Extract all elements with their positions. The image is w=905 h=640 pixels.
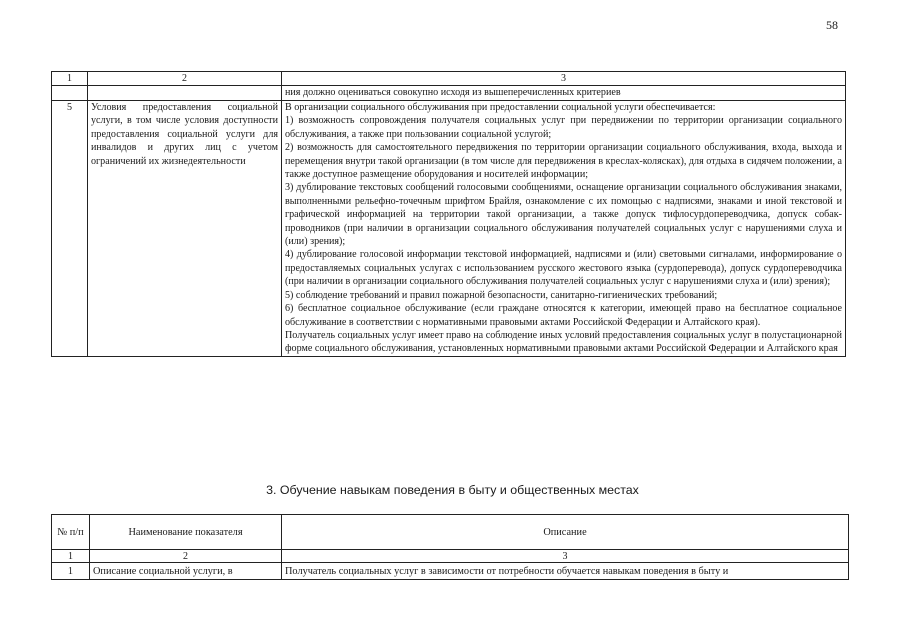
description-intro: В организации социального обслуживания при предоставлении социальной услуги обеспечивается: — [285, 102, 716, 113]
header-number: № п/п — [52, 515, 90, 550]
description-item: 6) бесплатное социальное обслуживание (если граждане относятся к категории, имеющей право на бесплатное социальное обслуживание в соответствии с нормативными правовыми актами Российской Федерации и Алтайского края). — [285, 303, 842, 328]
column-number-cell: 1 — [52, 72, 88, 86]
row-number: 1 — [52, 563, 90, 580]
column-number-cell: 1 — [52, 550, 90, 563]
indicator-description: Получатель социальных услуг в зависимости от потребности обучается навыкам поведения в быту и — [282, 563, 849, 580]
indicator-description — [282, 101, 846, 357]
continuation-row — [52, 86, 846, 101]
column-number-cell: 3 — [282, 72, 846, 86]
continuation-text: ния должно оцениваться совокупно исходя из вышеперечисленных критериев — [282, 86, 846, 101]
conditions-table — [51, 71, 846, 357]
header-row — [52, 515, 849, 550]
table-row — [52, 563, 849, 580]
description-item: 3) дублирование текстовых сообщений голосовыми сообщениями, оснащение организации социального обслуживания знаками, выполненными рельефно-точечным шрифтом Брайля, ознакомление с их помощью с надписями, знаками и иной текстовой и графической информацией на территории такой организации, а также допуск тифлосурдопереводчика, допуск собак-проводников (при наличии в организации социального обслуживания получателей социальных услуг с нарушениями слуха и (или) зрения); — [285, 182, 842, 248]
description-item: Получатель социальных услуг имеет право на соблюдение иных условий предоставления социальных услуг в полустационарной форме социального обслуживания, установленных нормативными правовыми актами Российской Федерации и Алтайского края — [285, 329, 842, 355]
column-number-cell: 3 — [282, 550, 849, 563]
indicator-name: Условия предоставления социальной услуги, в том числе условия доступности предоставления социальной услуги для инвалидов и других лиц с учетом ограничений их жизнедеятельности — [88, 101, 282, 357]
column-number-row — [52, 72, 846, 86]
column-number-row — [52, 550, 849, 563]
table-row — [52, 101, 846, 357]
column-number-cell: 2 — [88, 72, 282, 86]
indicator-name: Описание социальной услуги, в — [90, 563, 282, 580]
service-table — [51, 514, 849, 580]
description-item: 5) соблюдение требований и правил пожарной безопасности, санитарно-гигиенических требований; — [285, 289, 718, 301]
header-description: Описание — [282, 515, 849, 550]
description-item: 2) возможность для самостоятельного передвижения по территории организации социального обслуживания, входа, выхода и перемещения внутри такой организации (в том числе для передвижения в креслах-колясках), для отдыха в сидячем положении, а также доступное размещение оборудования и носителей информации; — [285, 142, 842, 181]
column-number-cell: 2 — [90, 550, 282, 563]
description-item: 4) дублирование голосовой информации текстовой информацией, надписями и (или) световыми сигналами, информирование о предоставляемых социальных услугах с использованием русского жестового языка (сурдоперевода), допуск сурдопереводчика (при наличии в организации социального обслуживания получателей социальных услуг с нарушениями слуха и (или) зрения); — [285, 249, 842, 288]
description-item: 1) возможность сопровождения получателя социальных услуг при передвижении по территории организации социального обслуживания, а также при пользовании социальной услугой; — [285, 115, 842, 140]
page-number: 58 — [826, 18, 838, 32]
section-title: 3. Обучение навыкам поведения в быту и общественных местах — [266, 483, 639, 497]
row-number: 5 — [52, 101, 88, 357]
header-indicator: Наименование показателя — [90, 515, 282, 550]
